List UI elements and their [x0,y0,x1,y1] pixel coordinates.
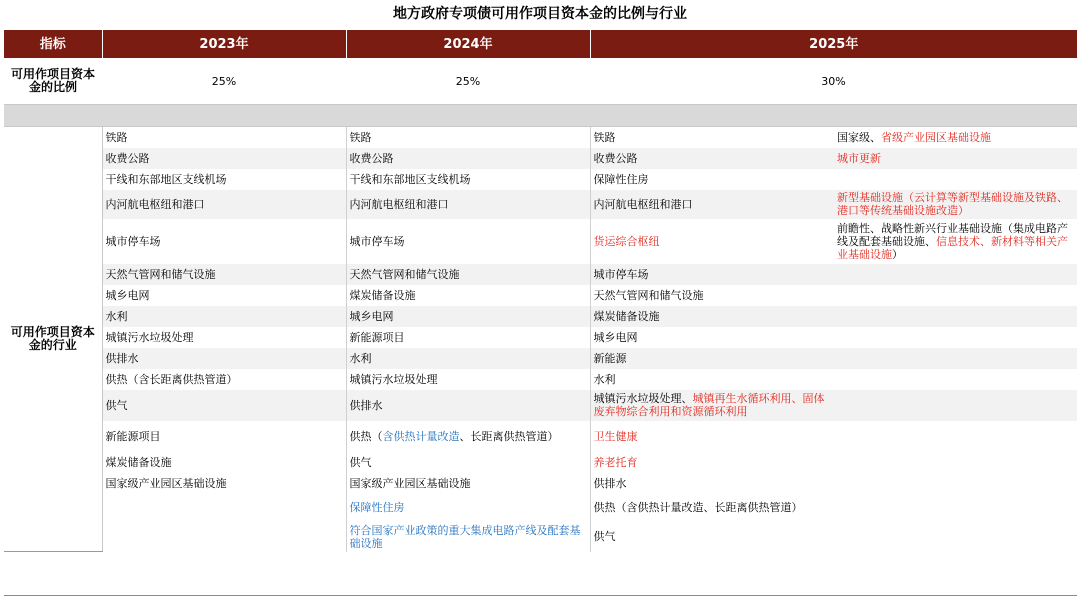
cell-2024 [346,169,590,190]
cell-2025-b [834,494,1077,522]
cell-2023 [102,369,346,390]
cell-2025-b [834,264,1077,285]
industry-row [4,190,1077,219]
ratio-2025: 30% [590,58,1077,105]
cell-2023 [102,390,346,421]
cell-2024 [346,190,590,219]
cell-2025-a [590,369,834,390]
cell-2024 [346,473,590,494]
cell-text: 供排水 [593,476,627,490]
cell-text: 国家级产业园区基础设施 [349,476,471,490]
cell-text: 城镇污水垃圾处理 [349,372,438,386]
cell-2025-a [590,327,834,348]
cell-2023 [102,190,346,219]
cell-2024 [346,148,590,169]
cell-2025-b [834,285,1077,306]
ratio-label: 可用作项目资本金的比例 [4,58,102,105]
cell-2025-a [590,421,834,452]
cell-2023 [102,348,346,369]
cell-text: 供气 [349,455,372,469]
cell-text: 天然气管网和储气设施 [349,267,460,281]
cell-2023 [102,522,346,552]
cell-text: 供热（ [349,429,383,443]
cell-text: 干线和东部地区支线机场 [105,172,227,186]
cell-text: 城市停车场 [349,234,405,248]
cell-text: 煤炭储备设施 [105,455,172,469]
cell-2025-b [834,127,1077,148]
cell-2024 [346,285,590,306]
cell-text: 信息技术、新材料等相关产业基础设施 [837,234,1068,261]
cell-text: 煤炭储备设施 [593,309,660,323]
cell-text: 内河航电枢纽和港口 [593,197,693,211]
cell-2023 [102,494,346,522]
industry-row [4,219,1077,264]
industry-row [4,421,1077,452]
cell-2023 [102,452,346,473]
cell-text: 前瞻性、战略性新兴行业基础设施（集成电路产线及配套基础设施、 [837,221,1068,248]
industry-row [4,148,1077,169]
separator-row [4,105,1077,127]
cell-2023 [102,306,346,327]
cell-text: 保障性住房 [349,501,405,514]
cell-text: 、长距离供热管道） [459,429,559,443]
cell-text: 水利 [349,351,372,365]
cell-2025-b [834,390,1077,421]
industry-row [4,306,1077,327]
cell-text: 内河航电枢纽和港口 [105,197,205,211]
cell-text: 城市停车场 [105,234,161,248]
header-2025: 2025年 [590,30,1077,58]
cell-2024 [346,421,590,452]
cell-2025-a [590,169,834,190]
ratio-row [4,58,1077,105]
cell-text: 铁路 [349,130,372,144]
cell-2023 [102,219,346,264]
cell-text: 供气 [105,398,128,412]
table-title: 地方政府专项债可用作项目资本金的比例与行业 [393,6,687,22]
cell-text: 供排水 [105,351,139,365]
cell-2023 [102,127,346,148]
cell-2025-b [834,327,1077,348]
industry-row [4,522,1077,552]
cell-2025-b [834,452,1077,473]
cell-2023 [102,169,346,190]
cell-2023 [102,148,346,169]
header-indicator: 指标 [4,30,102,58]
cell-2023 [102,421,346,452]
cell-text: 水利 [105,309,128,323]
cell-text: 国家级、 [837,130,881,144]
cell-2025-b [834,421,1077,452]
cell-2025-a [590,190,834,219]
industry-row [4,390,1077,421]
cell-2025-a [590,285,834,306]
cell-text: ） [892,247,903,261]
cell-2024 [346,369,590,390]
cell-text: 城镇污水垃圾处理 [105,330,194,344]
cell-2023 [102,327,346,348]
cell-text: 新能源 [593,351,627,365]
cell-2025-b [834,306,1077,327]
ratio-2023: 25% [102,58,346,105]
cell-text: 水利 [593,372,616,386]
cell-text: 城乡电网 [593,330,638,344]
cell-text: 符合国家产业政策的重大集成电路产线及配套基础设施 [349,523,581,550]
industry-row [4,327,1077,348]
cell-text: 城镇再生水循环利用、固体废弃物综合利用和资源循环利用 [593,392,825,418]
cell-text: 城镇污水垃圾处理、 [593,392,693,405]
cell-2025-b [834,219,1077,264]
cell-2025-b [834,369,1077,390]
cell-2025-a [590,148,834,169]
cell-text: 煤炭储备设施 [349,288,416,302]
cell-2024 [346,306,590,327]
cell-2025-b [834,190,1077,219]
header-2023: 2023年 [102,30,346,58]
cell-text: 供气 [593,530,616,543]
cell-text: 干线和东部地区支线机场 [349,172,471,186]
cell-2025-b [834,348,1077,369]
cell-text: 城乡电网 [105,288,150,302]
cell-text: 省级产业园区基础设施 [881,130,991,144]
cell-text: 含供热计量改造 [382,429,460,443]
cell-text: 新能源项目 [105,429,161,443]
industry-label: 可用作项目资本金的行业 [4,127,102,552]
cell-2023 [102,264,346,285]
cell-text: 保障性住房 [593,172,649,186]
cell-text: 供热（含供热计量改造、长距离供热管道） [593,501,803,514]
cell-2024 [346,494,590,522]
cell-text: 国家级产业园区基础设施 [105,476,227,490]
cell-2024 [346,522,590,552]
ratio-2024: 25% [346,58,590,105]
cell-text: 养老托育 [593,455,638,469]
industry-row [4,127,1077,148]
cell-2023 [102,285,346,306]
cell-2025-a [590,219,834,264]
cell-text: 收费公路 [593,151,638,165]
cell-text: 城市停车场 [593,267,649,281]
cell-2025-a [590,494,834,522]
cell-2025-a [590,452,834,473]
cell-text: 供排水 [349,398,383,412]
cell-text: 供热（含长距离供热管道） [105,372,238,386]
cell-2025-b [834,473,1077,494]
cell-2025-a [590,390,834,421]
cell-text: 城乡电网 [349,309,394,323]
cell-2024 [346,219,590,264]
cell-2024 [346,348,590,369]
cell-2024 [346,452,590,473]
industry-body [4,127,1077,552]
industry-row [4,264,1077,285]
cell-text: 收费公路 [105,151,150,165]
cell-2025-a [590,473,834,494]
industry-row [4,369,1077,390]
cell-text: 天然气管网和储气设施 [105,267,216,281]
header-row [4,30,1077,58]
cell-text: 新能源项目 [349,330,405,344]
cell-2025-a [590,522,834,552]
industry-row [4,494,1077,522]
policy-table [4,30,1077,552]
cell-text: 城市更新 [837,151,881,165]
cell-2024 [346,390,590,421]
industry-row [4,473,1077,494]
cell-2025-a [590,306,834,327]
industry-row [4,348,1077,369]
cell-text: 天然气管网和储气设施 [593,288,704,302]
cell-text: 卫生健康 [593,429,638,443]
cell-2023 [102,473,346,494]
table-bottom-border [4,595,1077,596]
cell-2025-a [590,264,834,285]
cell-2024 [346,327,590,348]
cell-text: 铁路 [593,130,616,144]
cell-2025-b [834,148,1077,169]
industry-row [4,285,1077,306]
cell-text: 货运综合枢纽 [593,234,660,248]
industry-row [4,169,1077,190]
cell-2025-a [590,348,834,369]
cell-text: 收费公路 [349,151,394,165]
header-2024: 2024年 [346,30,590,58]
cell-text: 内河航电枢纽和港口 [349,197,449,211]
cell-text: 新型基础设施（云计算等新型基础设施及铁路、港口等传统基础设施改造） [837,191,1068,217]
cell-2025-a [590,127,834,148]
industry-row [4,452,1077,473]
cell-2024 [346,264,590,285]
cell-text: 铁路 [105,130,128,144]
cell-2025-b [834,522,1077,552]
cell-2025-b [834,169,1077,190]
cell-2024 [346,127,590,148]
